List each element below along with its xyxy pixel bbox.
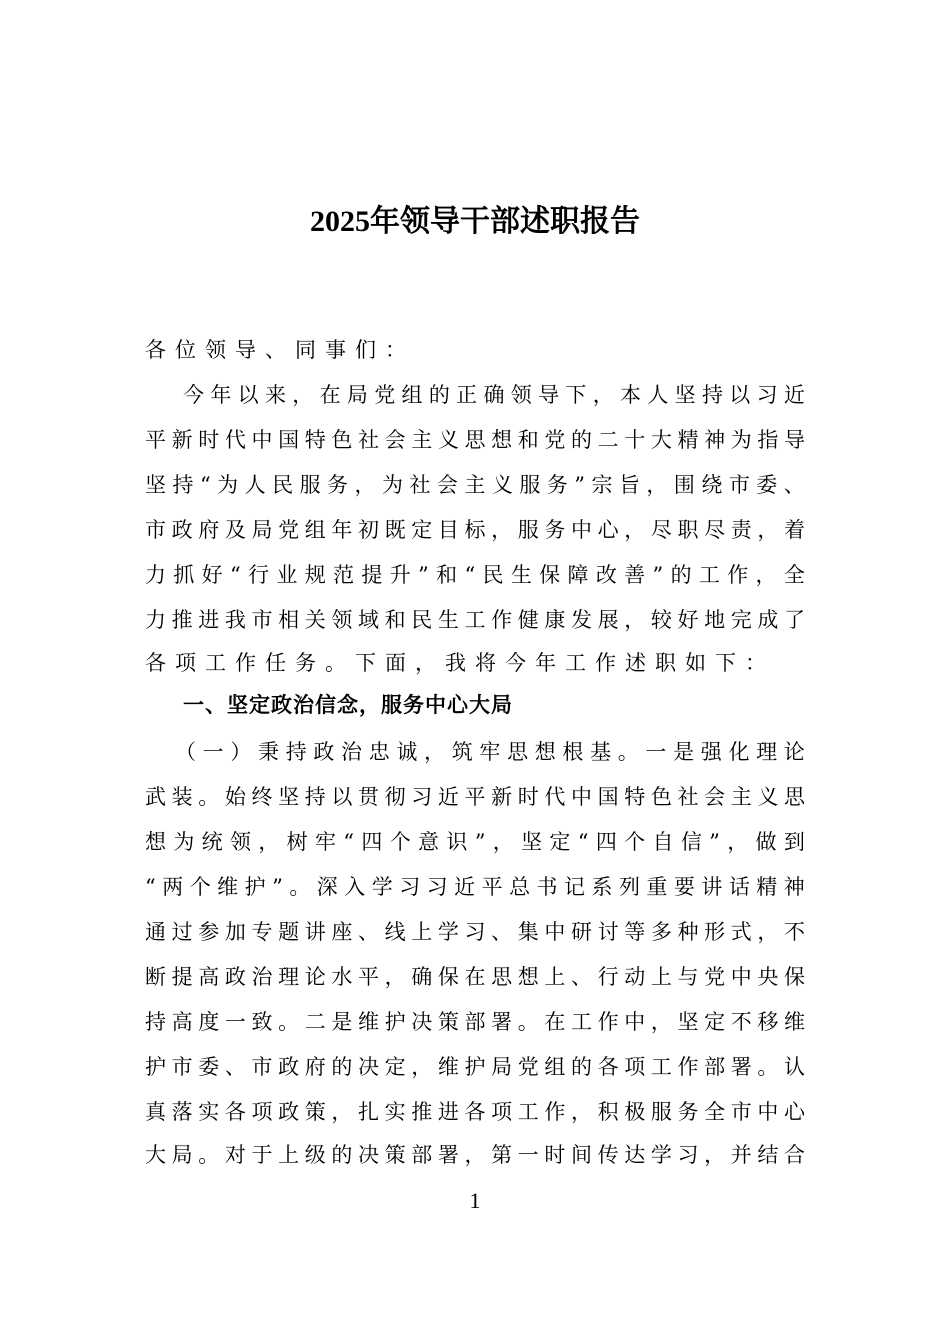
paragraph-line: 市 政 府 及 局 党 组 年 初 既 定 目 标 ， 服 务 中 心 ， 尽 职 尽 责 ， 着 xyxy=(145,518,805,542)
section-heading: 一、坚定政治信念，服务中心大局 xyxy=(183,693,513,717)
paragraph-line: 通 过 参 加 专 题 讲 座 、 线 上 学 习 、 集 中 研 讨 等 多 种 形 式 ， 不 xyxy=(145,920,805,944)
salutation: 各位领导、同事们： xyxy=(145,338,415,362)
paragraph-line: 持 高 度 一 致 。 二 是 维 护 决 策 部 署 。 在 工 作 中 ， 坚 定 不 移 维 xyxy=(145,1010,805,1034)
paragraph-line: “ 两 个 维 护 ” 。 深 入 学 习 习 近 平 总 书 记 系 列 重 要 讲 话 精 神 xyxy=(145,875,805,899)
paragraph-line: 护 市 委 、 市 政 府 的 决 定 ， 维 护 局 党 组 的 各 项 工 作 部 署 。 认 xyxy=(145,1055,805,1079)
paragraph-line: 力 推 进 我 市 相 关 领 域 和 民 生 工 作 健 康 发 展 ， 较 好 地 完 成 了 xyxy=(145,608,805,632)
page-number: 1 xyxy=(469,1188,481,1213)
paragraph-line: 想 为 统 领 ， 树 牢 “ 四 个 意 识 ” ， 坚 定 “ 四 个 自 信 ” ， 做 到 xyxy=(145,830,805,854)
document-title: 2025年领导干部述职报告 xyxy=(310,205,640,238)
paragraph-line: 今 年 以 来 ， 在 局 党 组 的 正 确 领 导 下 ， 本 人 坚 持 以 习 近 xyxy=(183,383,805,407)
paragraph-line: 武 装 。 始 终 坚 持 以 贯 彻 习 近 平 新 时 代 中 国 特 色 社 会 主 义 思 xyxy=(145,785,805,809)
paragraph-line: 断 提 高 政 治 理 论 水 平 ， 确 保 在 思 想 上 、 行 动 上 与 党 中 央 保 xyxy=(145,965,805,989)
paragraph-line: 大 局 。 对 于 上 级 的 决 策 部 署 ， 第 一 时 间 传 达 学 习 ， 并 结 合 xyxy=(145,1143,805,1167)
paragraph-line: 各项工作任务。下面，我将今年工作述职如下： xyxy=(145,651,775,675)
paragraph-line: （ 一 ） 秉 持 政 治 忠 诚 ， 筑 牢 思 想 根 基 。 一 是 强 化 理 论 xyxy=(175,740,805,764)
paragraph-line: 力 抓 好 “ 行 业 规 范 提 升 ” 和 “ 民 生 保 障 改 善 ” 的 工 作 ， 全 xyxy=(145,563,805,587)
paragraph-line: 坚 持 “ 为 人 民 服 务 ， 为 社 会 主 义 服 务 ” 宗 旨 ， 围 绕 市 委 、 xyxy=(145,473,805,497)
paragraph-line: 平 新 时 代 中 国 特 色 社 会 主 义 思 想 和 党 的 二 十 大 精 神 为 指 导 xyxy=(145,428,805,452)
paragraph-line: 真 落 实 各 项 政 策 ， 扎 实 推 进 各 项 工 作 ， 积 极 服 务 全 市 中 心 xyxy=(145,1100,805,1124)
